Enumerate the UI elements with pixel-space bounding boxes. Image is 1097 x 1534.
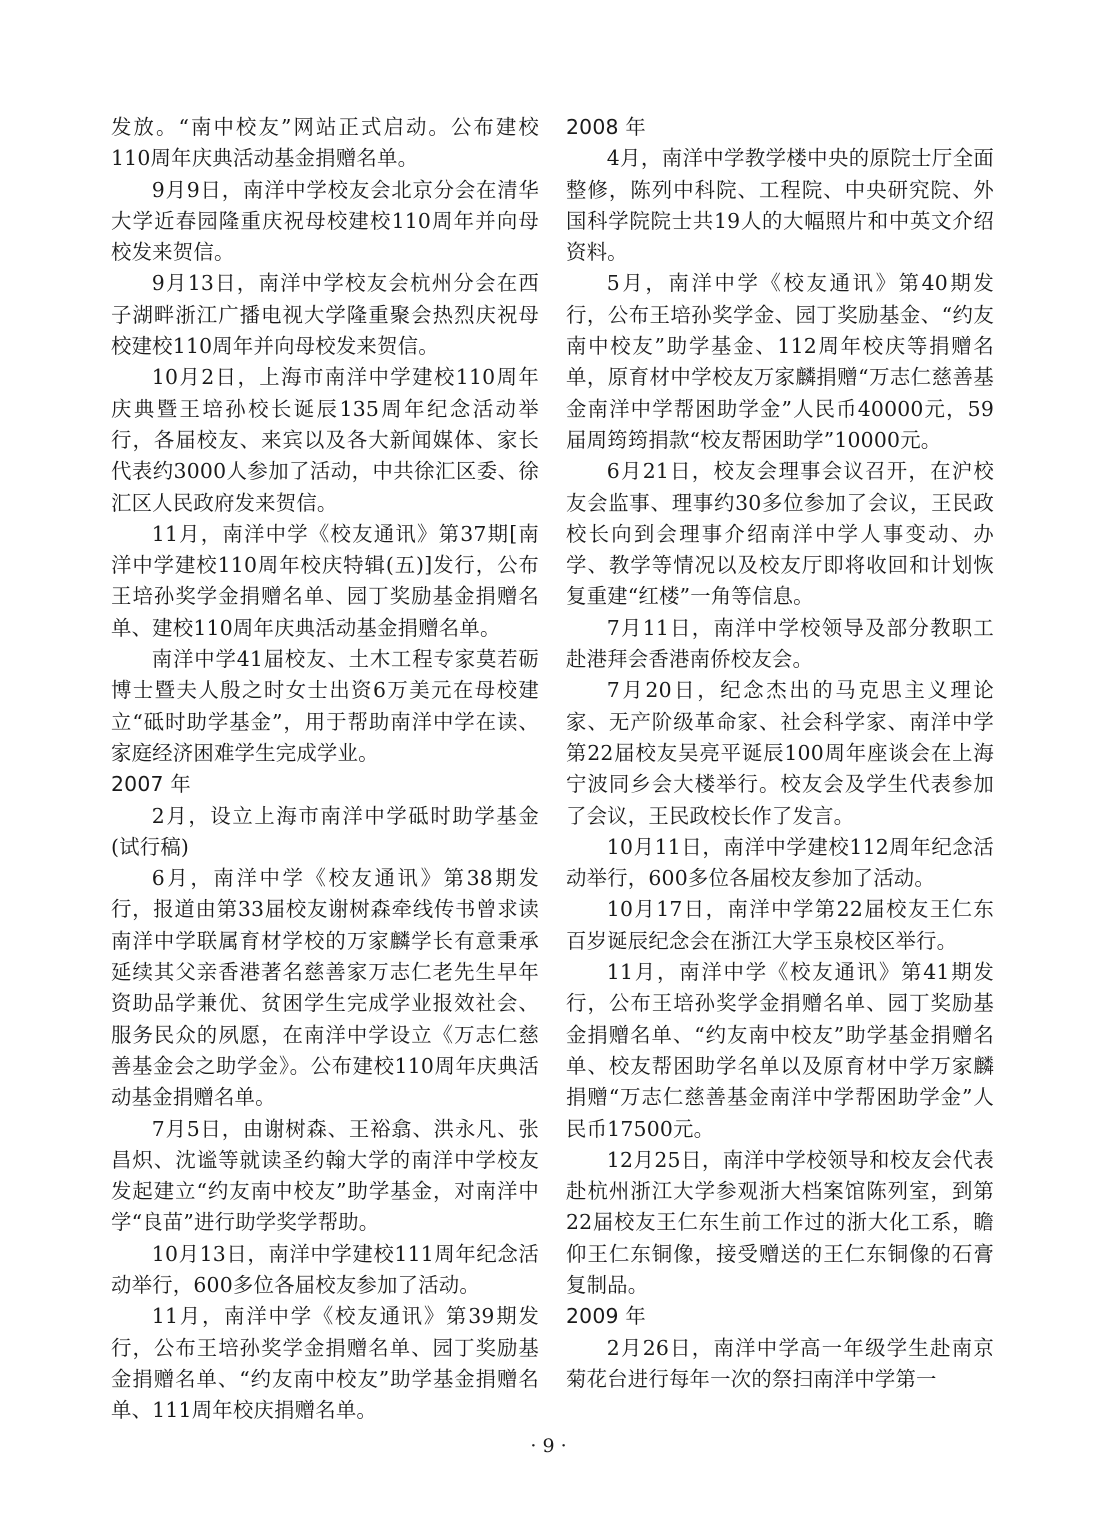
paragraph: 11月，南洋中学《校友通讯》第37期[南洋中学建校110周年校庆特辑(五)]发行，公布王培孙奖学金捐赠名单、园丁奖励基金捐赠名单、建校110周年庆典活动基金捐赠名单。 (111, 521, 539, 640)
paragraph: 南洋中学41届校友、土木工程专家莫若砺博士暨夫人殷之时女士出资6万美元在母校建立“砥时助学基金”，用于帮助南洋中学在读、家庭经济困难学生完成学业。 (111, 647, 539, 765)
paragraph: 6月，南洋中学《校友通讯》第38期发行，报道由第33届校友谢树森牵线传书曾求读南洋中学联属育材学校的万家麟学长有意秉承延续其父亲香港著名慈善家万志仁老先生早年资助品学兼优、贫困学生完成学业报效社会、服务民众的夙愿，在南洋中学设立《万志仁慈善基金会之助学金》。公布建校110周年庆典活动基金捐赠名单。 (111, 866, 539, 1110)
paragraph: 发放。“南中校友”网站正式启动。公布建校110周年庆典活动基金捐赠名单。 (111, 115, 539, 171)
paragraph: 9月9日，南洋中学校友会北京分会在清华大学近春园隆重庆祝母校建校110周年并向母校发来贺信。 (111, 177, 539, 265)
paragraph: 10月11日，南洋中学建校112周年纪念活动举行，600多位各届校友参加了活动。 (566, 834, 994, 891)
year-heading: 2009 年 (566, 1304, 646, 1329)
paragraph: 2月，设立上海市南洋中学砥时助学基金(试行稿) (111, 803, 539, 859)
page-number: · 9 · (530, 1435, 567, 1457)
paragraph: 11月，南洋中学《校友通讯》第39期发行，公布王培孙奖学金捐赠名单、园丁奖励基金捐赠名单、“约友南中校友”助学基金捐赠名单、111周年校庆捐赠名单。 (111, 1304, 539, 1423)
paragraph: 4月，南洋中学教学楼中央的原院士厅全面整修，陈列中科院、工程院、中央研究院、外国科学院院士共19人的大幅照片和中英文介绍资料。 (566, 146, 994, 265)
right-column (566, 112, 994, 1395)
paragraph: 6月21日，校友会理事会议召开，在沪校友会监事、理事约30多位参加了会议，王民政校长向到会理事介绍南洋中学人事变动、办学、教学等情况以及校友厅即将收回和计划恢复重建“红楼”一角等信息。 (566, 459, 994, 609)
paragraph: 7月11日，南洋中学校领导及部分教职工赴港拜会香港南侨校友会。 (566, 615, 994, 672)
paragraph: 9月13日，南洋中学校友会杭州分会在西子湖畔浙江广播电视大学隆重聚会热烈庆祝母校建校110周年并向母校发来贺信。 (111, 271, 539, 359)
paragraph: 10月13日，南洋中学建校111周年纪念活动举行，600多位各届校友参加了活动。 (111, 1241, 539, 1297)
paragraph: 2月26日，南洋中学高一年级学生赴南京菊花台进行每年一次的祭扫南洋中学第一 (566, 1335, 994, 1391)
paragraph: 10月17日，南洋中学第22届校友王仁东百岁诞辰纪念会在浙江大学玉泉校区举行。 (566, 897, 994, 953)
paragraph: 7月20日，纪念杰出的马克思主义理论家、无产阶级革命家、社会科学家、南洋中学第22届校友吴亮平诞辰100周年座谈会在上海宁波同乡会大楼举行。校友会及学生代表参加了会议，王民政校长作了发言。 (566, 678, 994, 828)
paragraph: 10月2日，上海市南洋中学建校110周年庆典暨王培孙校长诞辰135周年纪念活动举行，各届校友、来宾以及各大新闻媒体、家长代表约3000人参加了活动，中共徐汇区委、徐汇区人民政府发来贺信。 (111, 365, 539, 515)
paragraph: 5月，南洋中学《校友通讯》第40期发行，公布王培孙奖学金、园丁奖励基金、“约友南中校友”助学基金、112周年校庆等捐赠名单，原育材中学校友万家麟捐赠“万志仁慈善基金南洋中学帮困助学金”人民币40000元，59届周筠筠捐款“校友帮困助学”10000元。 (566, 271, 994, 452)
left-column (111, 112, 539, 1426)
year-heading: 2008 年 (566, 115, 646, 139)
paragraph: 7月5日，由谢树森、王裕翕、洪永凡、张昌炽、沈谧等就读圣约翰大学的南洋中学校友发起建立“约友南中校友”助学基金，对南洋中学“良苗”进行助学奖学帮助。 (111, 1116, 539, 1235)
paragraph: 11月，南洋中学《校友通讯》第41期发行，公布王培孙奖学金捐赠名单、园丁奖励基金捐赠名单、“约友南中校友”助学基金捐赠名单、校友帮困助学名单以及原育材中学万家麟捐赠“万志仁慈善基金南洋中学帮困助学金”人民币17500元。 (566, 960, 994, 1141)
year-heading: 2007 年 (111, 772, 191, 797)
paragraph: 12月25日，南洋中学校领导和校友会代表赴杭州浙江大学参观浙大档案馆陈列室，到第22届校友王仁东生前工作过的浙大化工系，瞻仰王仁东铜像，接受赠送的王仁东铜像的石膏复制品。 (566, 1147, 994, 1297)
